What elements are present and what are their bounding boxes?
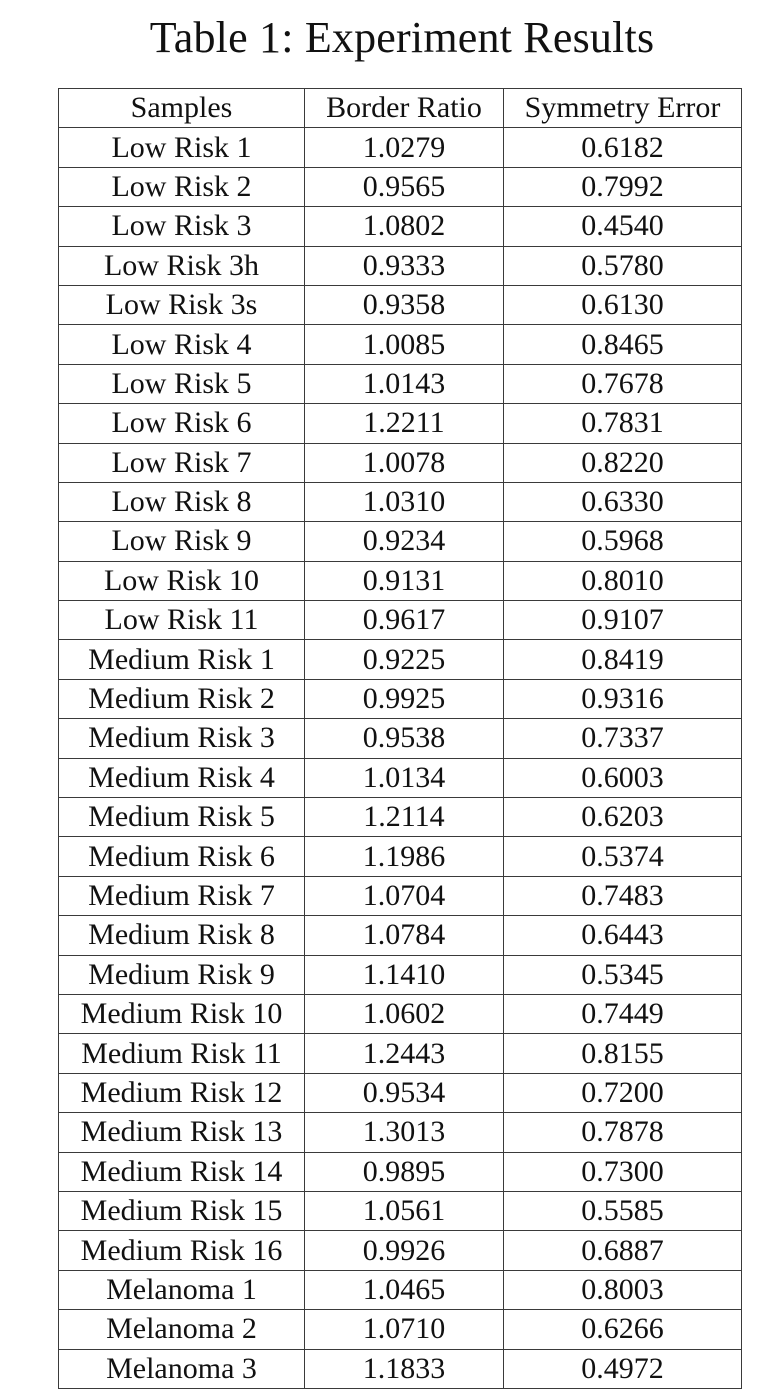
table-row	[59, 601, 742, 640]
border-ratio-cell: 1.0465	[305, 1270, 504, 1309]
symmetry-error-cell: 0.8010	[504, 561, 742, 600]
border-ratio-cell: 0.9225	[305, 640, 504, 679]
symmetry-error-cell: 0.4972	[504, 1349, 742, 1388]
symmetry-error-cell: 0.6203	[504, 798, 742, 837]
border-ratio-cell: 1.0134	[305, 758, 504, 797]
border-ratio-cell: 0.9234	[305, 522, 504, 561]
sample-cell: Medium Risk 6	[59, 837, 305, 876]
sample-cell: Low Risk 8	[59, 482, 305, 521]
sample-cell: Medium Risk 5	[59, 798, 305, 837]
border-ratio-cell: 0.9565	[305, 167, 504, 206]
sample-cell: Medium Risk 16	[59, 1231, 305, 1270]
border-ratio-cell: 1.0561	[305, 1191, 504, 1230]
sample-cell: Medium Risk 1	[59, 640, 305, 679]
symmetry-error-cell: 0.5374	[504, 837, 742, 876]
symmetry-error-cell: 0.5968	[504, 522, 742, 561]
sample-cell: Melanoma 2	[59, 1310, 305, 1349]
symmetry-error-cell: 0.7992	[504, 167, 742, 206]
table-row	[59, 758, 742, 797]
table-row	[59, 285, 742, 324]
border-ratio-cell: 1.0279	[305, 128, 504, 167]
sample-cell: Low Risk 3h	[59, 246, 305, 285]
border-ratio-cell: 1.2114	[305, 798, 504, 837]
sample-cell: Low Risk 4	[59, 325, 305, 364]
sample-cell: Melanoma 1	[59, 1270, 305, 1309]
table-row	[59, 1270, 742, 1309]
sample-cell: Medium Risk 7	[59, 876, 305, 915]
table-row	[59, 1349, 742, 1388]
sample-cell: Medium Risk 9	[59, 955, 305, 994]
symmetry-error-cell: 0.7200	[504, 1073, 742, 1112]
table-row	[59, 955, 742, 994]
symmetry-error-cell: 0.8155	[504, 1034, 742, 1073]
sample-cell: Medium Risk 13	[59, 1113, 305, 1152]
symmetry-error-cell: 0.6130	[504, 285, 742, 324]
sample-cell: Low Risk 2	[59, 167, 305, 206]
table-row	[59, 246, 742, 285]
border-ratio-cell: 1.1410	[305, 955, 504, 994]
column-header-samples: Samples	[59, 89, 305, 128]
border-ratio-cell: 1.0602	[305, 994, 504, 1033]
symmetry-error-cell: 0.7483	[504, 876, 742, 915]
table-row	[59, 719, 742, 758]
header-row	[59, 89, 742, 128]
sample-cell: Low Risk 1	[59, 128, 305, 167]
table-title: Table 1: Experiment Results	[149, 13, 655, 62]
table-row	[59, 128, 742, 167]
symmetry-error-cell: 0.5345	[504, 955, 742, 994]
border-ratio-cell: 1.2211	[305, 404, 504, 443]
symmetry-error-cell: 0.7337	[504, 719, 742, 758]
symmetry-error-cell: 0.8419	[504, 640, 742, 679]
border-ratio-cell: 0.9895	[305, 1152, 504, 1191]
sample-cell: Medium Risk 15	[59, 1191, 305, 1230]
sample-cell: Medium Risk 3	[59, 719, 305, 758]
border-ratio-cell: 1.2443	[305, 1034, 504, 1073]
border-ratio-cell: 1.0310	[305, 482, 504, 521]
symmetry-error-cell: 0.9316	[504, 679, 742, 718]
table-row	[59, 1073, 742, 1112]
symmetry-error-cell: 0.6266	[504, 1310, 742, 1349]
border-ratio-cell: 1.3013	[305, 1113, 504, 1152]
border-ratio-cell: 0.9617	[305, 601, 504, 640]
table-row	[59, 561, 742, 600]
symmetry-error-cell: 0.8003	[504, 1270, 742, 1309]
table-row	[59, 522, 742, 561]
table-row	[59, 404, 742, 443]
table-row	[59, 1191, 742, 1230]
table-body	[59, 128, 742, 1389]
table-row	[59, 1152, 742, 1191]
symmetry-error-cell: 0.5780	[504, 246, 742, 285]
table-row	[59, 916, 742, 955]
border-ratio-cell: 1.1833	[305, 1349, 504, 1388]
table-row	[59, 640, 742, 679]
column-header-border-ratio: Border Ratio	[305, 89, 504, 128]
sample-cell: Low Risk 10	[59, 561, 305, 600]
symmetry-error-cell: 0.7300	[504, 1152, 742, 1191]
border-ratio-cell: 0.9925	[305, 679, 504, 718]
sample-cell: Low Risk 7	[59, 443, 305, 482]
sample-cell: Medium Risk 12	[59, 1073, 305, 1112]
border-ratio-cell: 0.9538	[305, 719, 504, 758]
symmetry-error-cell: 0.4540	[504, 207, 742, 246]
border-ratio-cell: 0.9358	[305, 285, 504, 324]
sample-cell: Medium Risk 2	[59, 679, 305, 718]
border-ratio-cell: 1.0143	[305, 364, 504, 403]
symmetry-error-cell: 0.9107	[504, 601, 742, 640]
table-row	[59, 207, 742, 246]
sample-cell: Medium Risk 14	[59, 1152, 305, 1191]
table-row	[59, 876, 742, 915]
symmetry-error-cell: 0.8220	[504, 443, 742, 482]
sample-cell: Medium Risk 10	[59, 994, 305, 1033]
table-row	[59, 1034, 742, 1073]
border-ratio-cell: 0.9333	[305, 246, 504, 285]
sample-cell: Medium Risk 8	[59, 916, 305, 955]
sample-cell: Low Risk 9	[59, 522, 305, 561]
border-ratio-cell: 0.9131	[305, 561, 504, 600]
symmetry-error-cell: 0.6182	[504, 128, 742, 167]
column-header-symmetry-error: Symmetry Error	[504, 89, 742, 128]
border-ratio-cell: 1.0802	[305, 207, 504, 246]
table-row	[59, 837, 742, 876]
table-row	[59, 1310, 742, 1349]
table-row	[59, 364, 742, 403]
symmetry-error-cell: 0.6443	[504, 916, 742, 955]
symmetry-error-cell: 0.7878	[504, 1113, 742, 1152]
table-row	[59, 798, 742, 837]
border-ratio-cell: 1.0784	[305, 916, 504, 955]
border-ratio-cell: 1.0710	[305, 1310, 504, 1349]
sample-cell: Low Risk 5	[59, 364, 305, 403]
symmetry-error-cell: 0.6887	[504, 1231, 742, 1270]
border-ratio-cell: 1.0085	[305, 325, 504, 364]
border-ratio-cell: 1.0078	[305, 443, 504, 482]
symmetry-error-cell: 0.7449	[504, 994, 742, 1033]
table-row	[59, 325, 742, 364]
table-row	[59, 1113, 742, 1152]
sample-cell: Melanoma 3	[59, 1349, 305, 1388]
table-row	[59, 482, 742, 521]
sample-cell: Low Risk 3	[59, 207, 305, 246]
sample-cell: Medium Risk 11	[59, 1034, 305, 1073]
border-ratio-cell: 1.0704	[305, 876, 504, 915]
table-row	[59, 1231, 742, 1270]
symmetry-error-cell: 0.7831	[504, 404, 742, 443]
symmetry-error-cell: 0.6003	[504, 758, 742, 797]
sample-cell: Low Risk 11	[59, 601, 305, 640]
symmetry-error-cell: 0.7678	[504, 364, 742, 403]
border-ratio-cell: 0.9926	[305, 1231, 504, 1270]
border-ratio-cell: 0.9534	[305, 1073, 504, 1112]
table-row	[59, 443, 742, 482]
table-row	[59, 679, 742, 718]
table-header	[59, 89, 742, 128]
table-row	[59, 167, 742, 206]
border-ratio-cell: 1.1986	[305, 837, 504, 876]
symmetry-error-cell: 0.6330	[504, 482, 742, 521]
sample-cell: Low Risk 6	[59, 404, 305, 443]
table-row	[59, 994, 742, 1033]
sample-cell: Medium Risk 4	[59, 758, 305, 797]
sample-cell: Low Risk 3s	[59, 285, 305, 324]
symmetry-error-cell: 0.8465	[504, 325, 742, 364]
results-table	[58, 88, 742, 1389]
symmetry-error-cell: 0.5585	[504, 1191, 742, 1230]
